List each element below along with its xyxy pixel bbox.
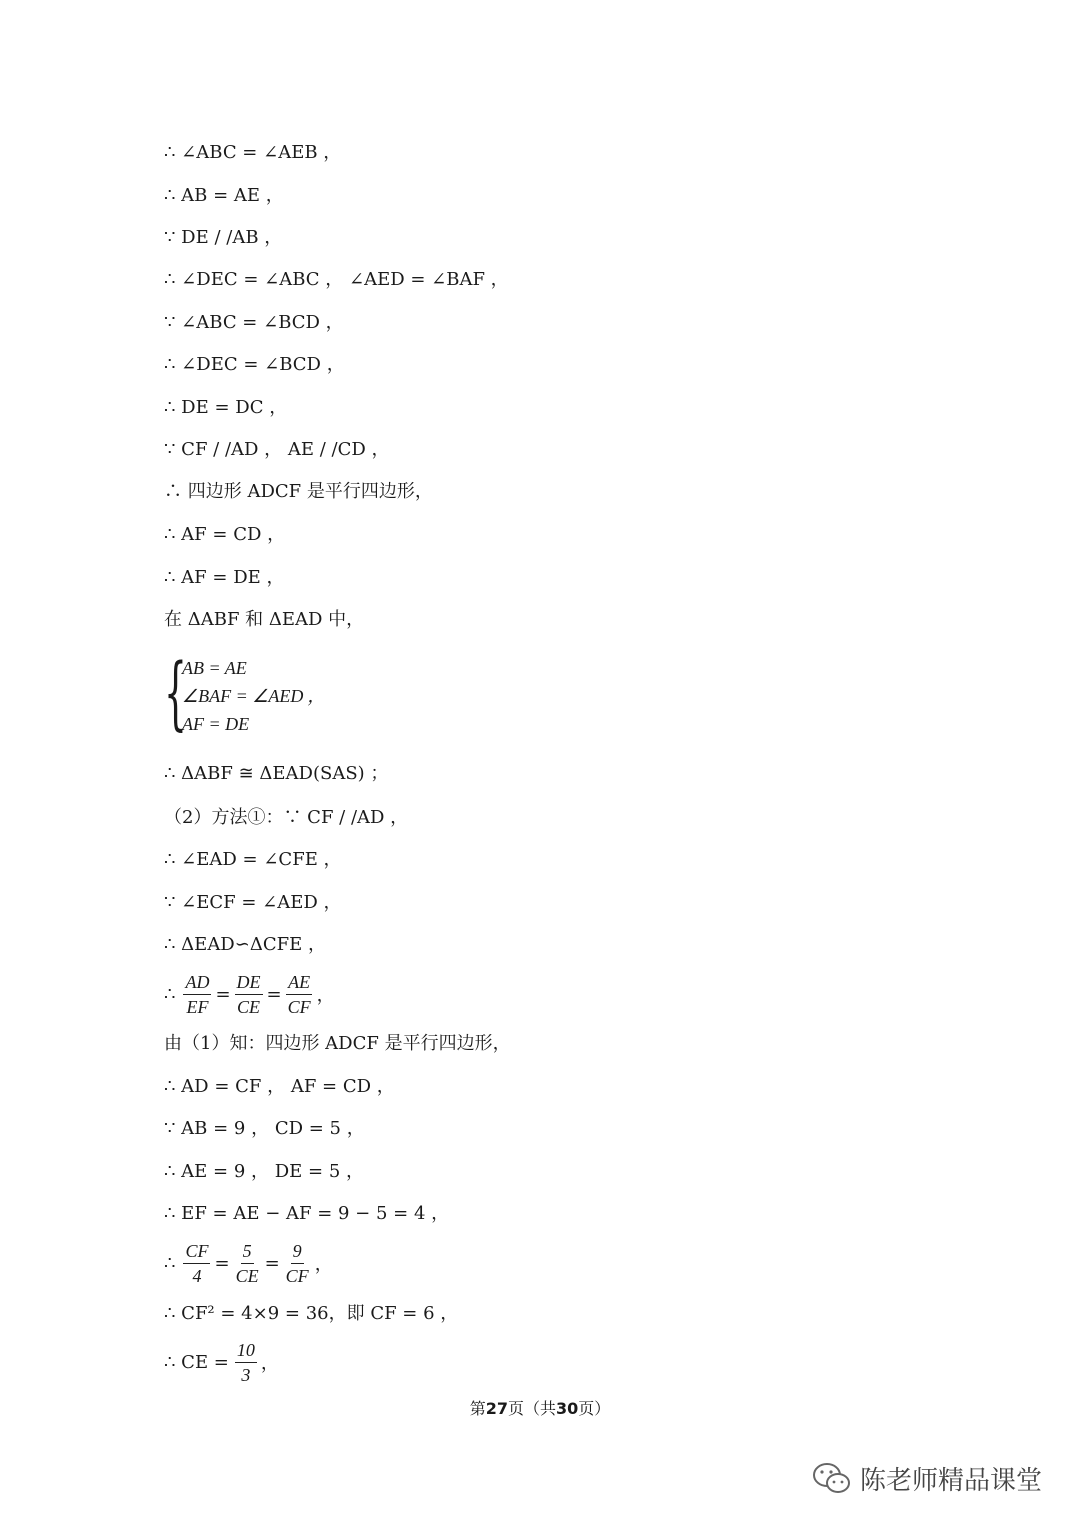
fraction-equation bbox=[164, 1334, 279, 1390]
proof-line: ∴ 四边形 ADCF 是平行四边形， bbox=[164, 481, 433, 502]
denominator: CF bbox=[287, 996, 311, 1017]
left-brace: { bbox=[164, 646, 187, 739]
proof-line: ∴ ∠EAD = ∠CFE ， bbox=[164, 849, 342, 870]
wechat-icon bbox=[812, 1462, 852, 1496]
numerator: CF bbox=[183, 1239, 210, 1264]
fraction bbox=[286, 970, 313, 1019]
proof-line: ∴ AE = 9 ， DE = 5 ， bbox=[164, 1161, 365, 1182]
proof-line: ∴ AF = CD ， bbox=[164, 524, 286, 545]
proof-line: 由（1）知：四边形 ADCF 是平行四边形， bbox=[164, 1033, 511, 1054]
proof-line: ∴ AB = AE ， bbox=[164, 185, 284, 206]
fraction bbox=[284, 1239, 311, 1288]
equals-sign: = bbox=[264, 1252, 280, 1274]
numerator: 5 bbox=[241, 1239, 254, 1264]
fraction bbox=[234, 1239, 261, 1288]
fraction-equation bbox=[164, 966, 335, 1022]
fraction bbox=[235, 970, 263, 1019]
denominator: CE bbox=[235, 1265, 259, 1286]
fraction bbox=[183, 1239, 210, 1288]
therefore-ce-equals: ∴ CE = bbox=[164, 1351, 229, 1373]
proof-line: ∴ AD = CF ， AF = CD ， bbox=[164, 1076, 395, 1097]
proof-line: ∴ ΔABF ≅ ΔEAD(SAS) ； bbox=[164, 763, 389, 784]
comma: ， bbox=[314, 1254, 333, 1275]
page-number: 27 bbox=[485, 1399, 508, 1418]
denominator: CE bbox=[237, 996, 261, 1017]
denominator: EF bbox=[186, 996, 209, 1017]
fraction bbox=[183, 970, 211, 1019]
therefore-symbol: ∴ bbox=[164, 983, 176, 1005]
proof-line: ∴ ΔEAD∽ΔCFE ， bbox=[164, 934, 326, 955]
numerator: AE bbox=[286, 970, 312, 995]
numerator: AD bbox=[183, 970, 211, 995]
proof-line: ∵ ∠ABC = ∠BCD ， bbox=[164, 312, 344, 333]
equals-sign: = bbox=[214, 1252, 230, 1274]
comma: ， bbox=[260, 1353, 279, 1374]
system-row: AF = DE bbox=[182, 714, 250, 734]
proof-line: ∵ AB = 9 ， CD = 5 ， bbox=[164, 1118, 365, 1139]
equals-sign: = bbox=[215, 983, 231, 1005]
proof-line: ∴ ∠DEC = ∠ABC ， ∠AED = ∠BAF ， bbox=[164, 269, 509, 290]
denominator: CF bbox=[285, 1265, 309, 1286]
proof-line: ∴ AF = DE ， bbox=[164, 567, 285, 588]
numerator: DE bbox=[235, 970, 263, 995]
equals-sign: = bbox=[266, 983, 282, 1005]
fraction bbox=[235, 1338, 257, 1387]
equation-system bbox=[164, 646, 326, 740]
system-row: ∠BAF = ∠AED ， bbox=[182, 686, 326, 706]
fraction-equation bbox=[164, 1235, 333, 1291]
page-footer: 第27页（共30页） bbox=[469, 1399, 611, 1418]
proof-line: ∵ CF / /AD ， AE / /CD ， bbox=[164, 439, 390, 460]
proof-line: ∴ DE = DC ， bbox=[164, 397, 288, 418]
proof-line: ∴ ∠ABC = ∠AEB ， bbox=[164, 142, 342, 163]
watermark bbox=[812, 1460, 1042, 1497]
page-total: 30 bbox=[556, 1399, 579, 1418]
denominator: 3 bbox=[241, 1364, 251, 1385]
proof-line: ∴ ∠DEC = ∠BCD ， bbox=[164, 354, 345, 375]
proof-line: 在 ΔABF 和 ΔEAD 中， bbox=[164, 609, 365, 630]
proof-line: ∴ EF = AE − AF = 9 − 5 = 4 ， bbox=[164, 1203, 450, 1224]
system-row: AB = AE bbox=[182, 658, 247, 678]
proof-line: ∵ DE / /AB ， bbox=[164, 227, 283, 248]
denominator: 4 bbox=[192, 1265, 202, 1286]
numerator: 9 bbox=[291, 1239, 304, 1264]
therefore-symbol: ∴ bbox=[164, 1252, 176, 1274]
numerator: 10 bbox=[235, 1338, 257, 1363]
comma: ， bbox=[316, 985, 335, 1006]
proof-line: ∵ ∠ECF = ∠AED ， bbox=[164, 892, 342, 913]
watermark-text: 陈老师精品课堂 bbox=[860, 1466, 1043, 1496]
proof-line: （2）方法①：∵ CF / /AD ， bbox=[164, 807, 409, 828]
proof-line: ∴ CF² = 4×9 = 36，即 CF = 6 ， bbox=[164, 1303, 459, 1324]
